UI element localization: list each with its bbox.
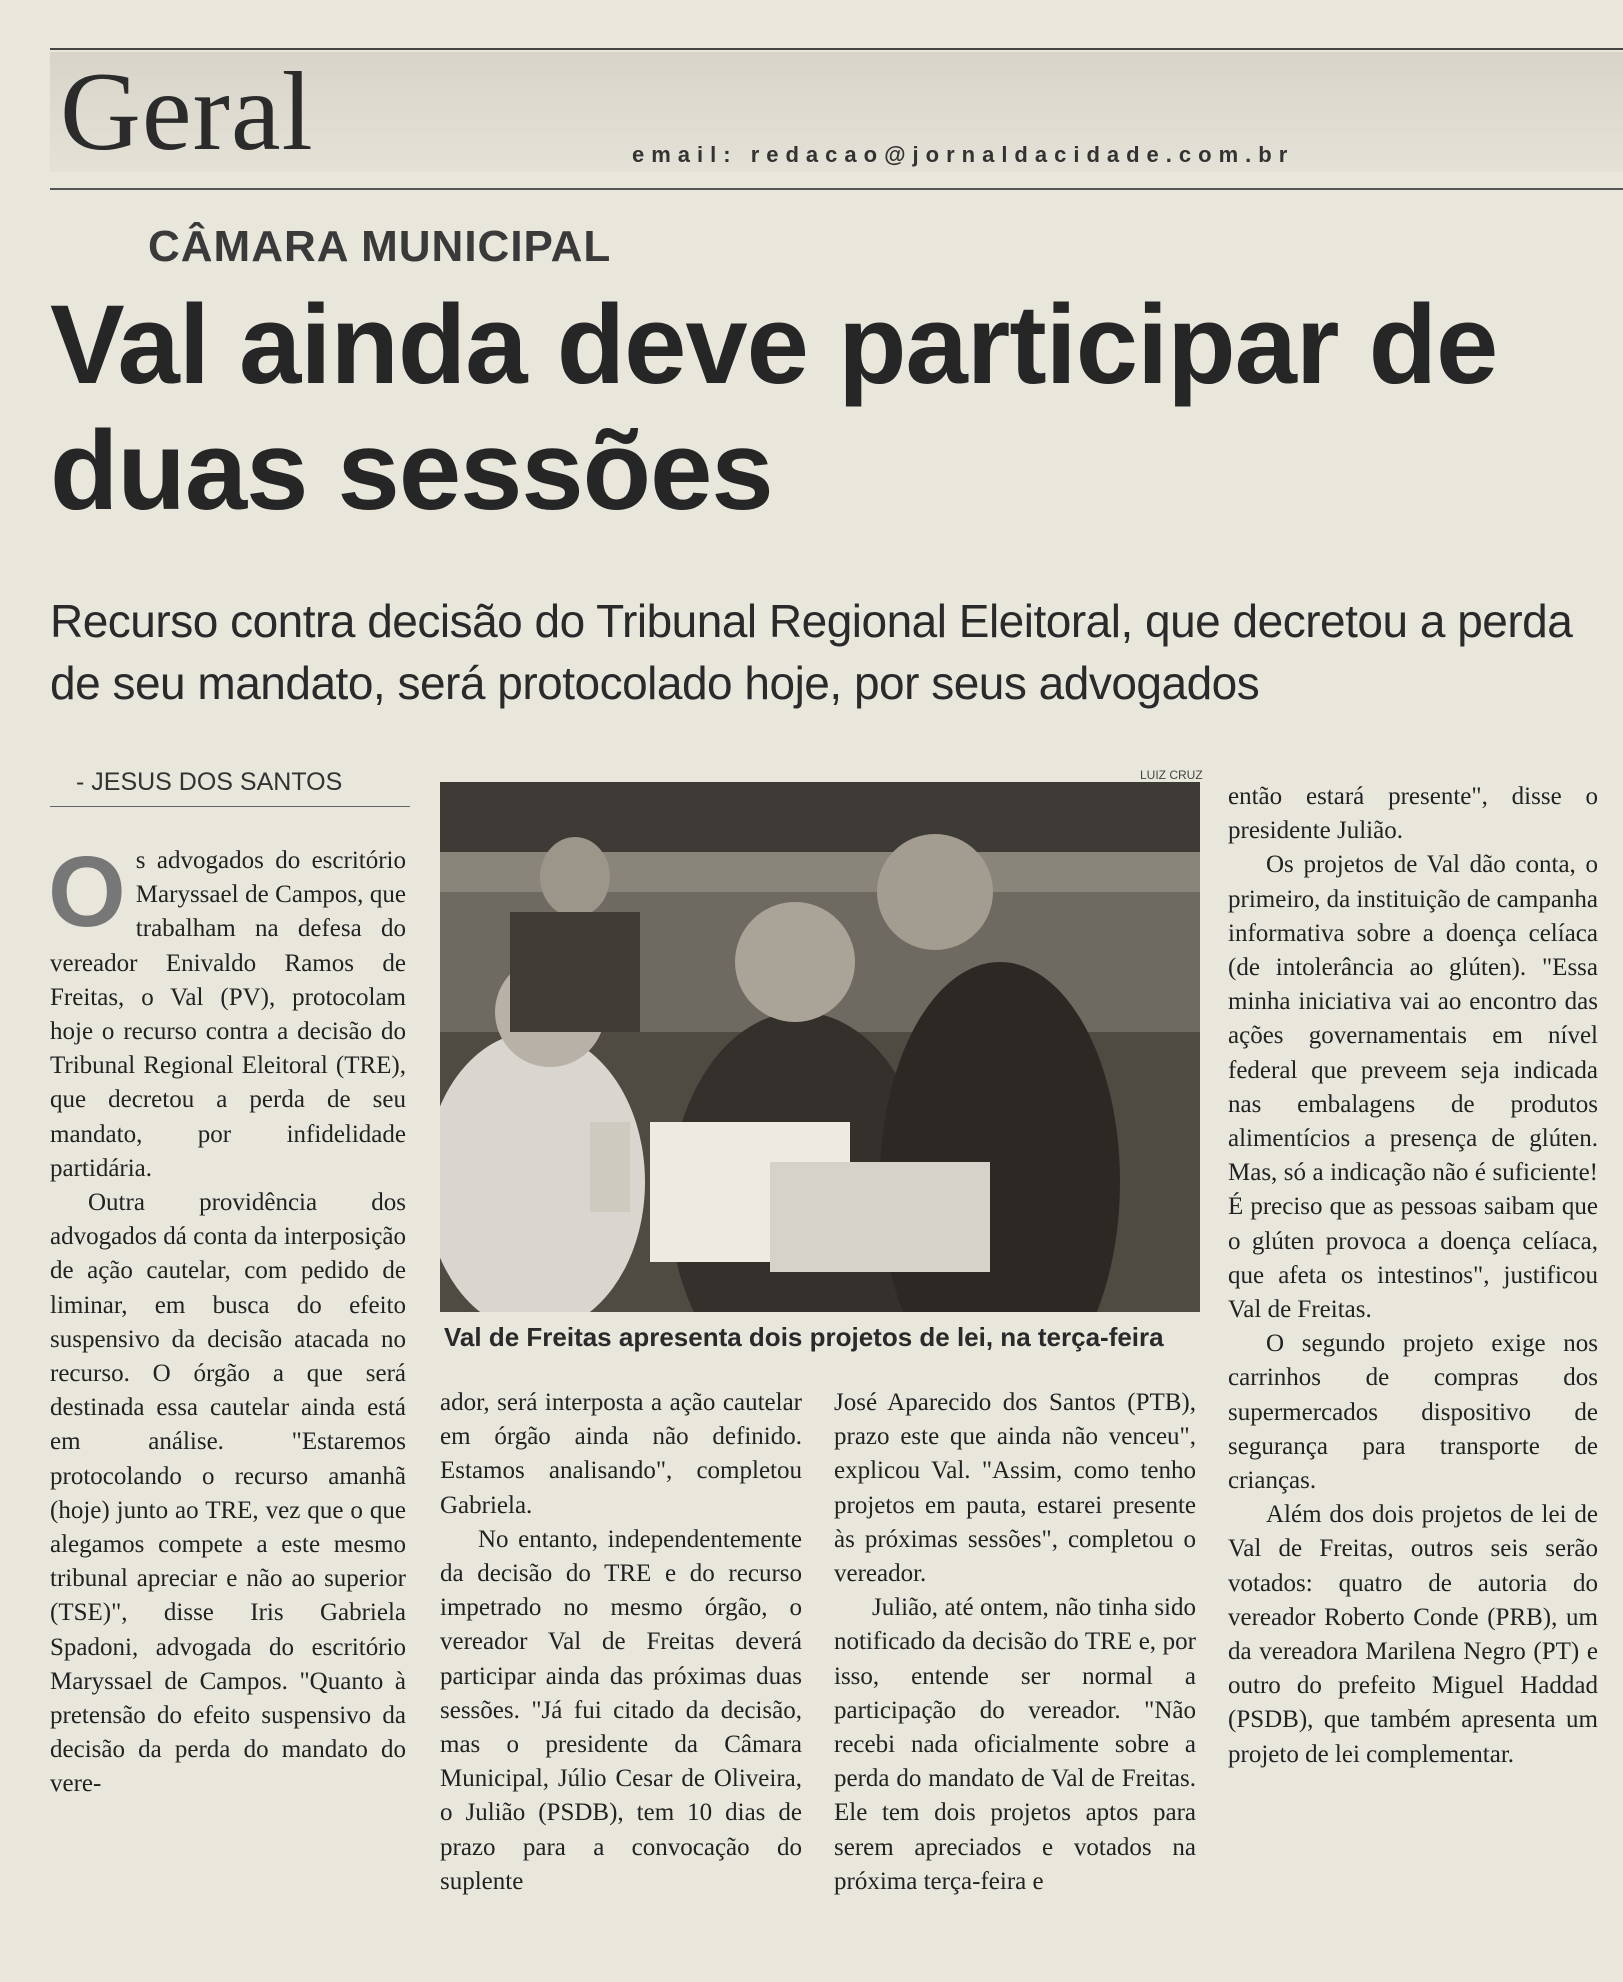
- paragraph: então estará presente", disse o presidente Julião.: [1228, 783, 1598, 845]
- header-rule: [50, 188, 1623, 190]
- article-column-3: [834, 1386, 1196, 1899]
- email-address: email: redacao@jornaldacidade.com.br: [632, 142, 1295, 167]
- headline: Val ainda deve participar de duas sessões: [50, 282, 1498, 533]
- photo-wall: [440, 782, 1200, 852]
- paragraph: Além dos dois projetos de lei de Val de Freitas, outros seis serão votados: quatro de autoria do vereador Roberto Conde (PRB), um da vereadora Marilena Negro (PT) e outro do prefeito Miguel Haddad (PSDB), que também apresenta um projeto de lei complementar.: [1228, 1501, 1598, 1768]
- byline-rule: [50, 806, 410, 807]
- papers-2: [770, 1162, 990, 1272]
- person-back-head: [540, 837, 610, 917]
- section-title: Geral: [60, 50, 314, 174]
- photo-credit: LUIZ CRUZ: [1140, 768, 1203, 782]
- news-photo: [440, 782, 1200, 1312]
- byline: - JESUS DOS SANTOS: [76, 768, 343, 796]
- article-column-4: [1228, 780, 1598, 1772]
- paragraph: José Aparecido dos Santos (PTB), prazo este que ainda não venceu", explicou Val. "Assim, como tenho projetos em pauta, estarei presente às próximas sessões", completou o vereador.: [834, 1389, 1196, 1588]
- kicker: CÂMARA MUNICIPAL: [148, 222, 612, 271]
- paragraph: Os projetos de Val dão conta, o primeiro, da instituição de campanha informativa sobre a doença celíaca (de intolerância ao glúten). "Essa minha iniciativa vai ao encontro das ações governamentais em nível federal que preveem seja indicada nas embalagens de produtos alimentícios a presença de glúten. Mas, só a indicação não é suficiente! É preciso que as pessoas saibam que o glúten provoca a doença celíaca, que afeta os intestinos", justificou Val de Freitas.: [1228, 851, 1599, 1324]
- photo-caption: Val de Freitas apresenta dois projetos de lei, na terça-feira: [444, 1322, 1164, 1352]
- paragraph: ador, será interposta a ação cautelar em órgão ainda não definido. Estamos analisando", completou Gabriela.: [440, 1389, 802, 1519]
- person-right-head: [877, 834, 993, 950]
- paragraph: [48, 836, 406, 1186]
- water-bottle: [590, 1122, 630, 1212]
- paragraph: Outra providência dos advogados dá conta da interposição de ação cautelar, com pedido de liminar, em busca do efeito suspensivo da decisão atacada no recurso. O órgão a que será destinada essa cautelar ainda está em análise. "Estaremos protocolando o recurso amanhã (hoje) junto ao TRE, vez que o que alegamos compete a este mesmo tribunal apreciar e não ao superior (TSE)", disse Iris Gabriela Spadoni, advogada do escritório Maryssael de Campos. "Quanto à pretensão do efeito suspensivo da decisão da perda do mandato do vere-: [50, 1189, 406, 1798]
- paragraph-text: s advogados do escritório Maryssael de Campos, que trabalham na defesa do vereador Enivaldo Ramos de Freitas, o Val (PV), protocolam hoje o recurso contra a decisão do Tribunal Regional Eleitoral (TRE), que decretou a perda de seu mandato, por infidelidade partidária.: [50, 847, 406, 1182]
- article-column-1: [48, 836, 406, 1802]
- person-center-head: [735, 902, 855, 1022]
- paragraph: O segundo projeto exige nos carrinhos de compras dos supermercados dispositivo de segurança para transporte de crianças.: [1228, 1330, 1598, 1495]
- paragraph: No entanto, independentemente da decisão do TRE e do recurso impetrado no mesmo órgão, o vereador Val de Freitas deverá participar ainda das próximas duas sessões. "Já fui citado da decisão, mas o presidente da Câmara Municipal, Júlio Cesar de Oliveira, o Julião (PSDB), tem 10 dias de prazo para a convocação do suplente: [440, 1525, 802, 1895]
- paragraph: Julião, até ontem, não tinha sido notificado da decisão do TRE e, por isso, entende ser normal a participação do vereador. "Não recebi nada oficialmente sobre a perda do mandato de Val de Freitas. Ele tem dois projetos aptos para serem apreciados e votados na próxima terça-feira e: [834, 1594, 1196, 1895]
- person-back-body: [510, 912, 640, 1032]
- drop-cap: O: [48, 836, 126, 948]
- deck: Recurso contra decisão do Tribunal Regional Eleitoral, que decretou a perda de seu mandato, será protocolado hoje, por seus advogados: [50, 595, 1573, 709]
- article-column-2: [440, 1386, 802, 1899]
